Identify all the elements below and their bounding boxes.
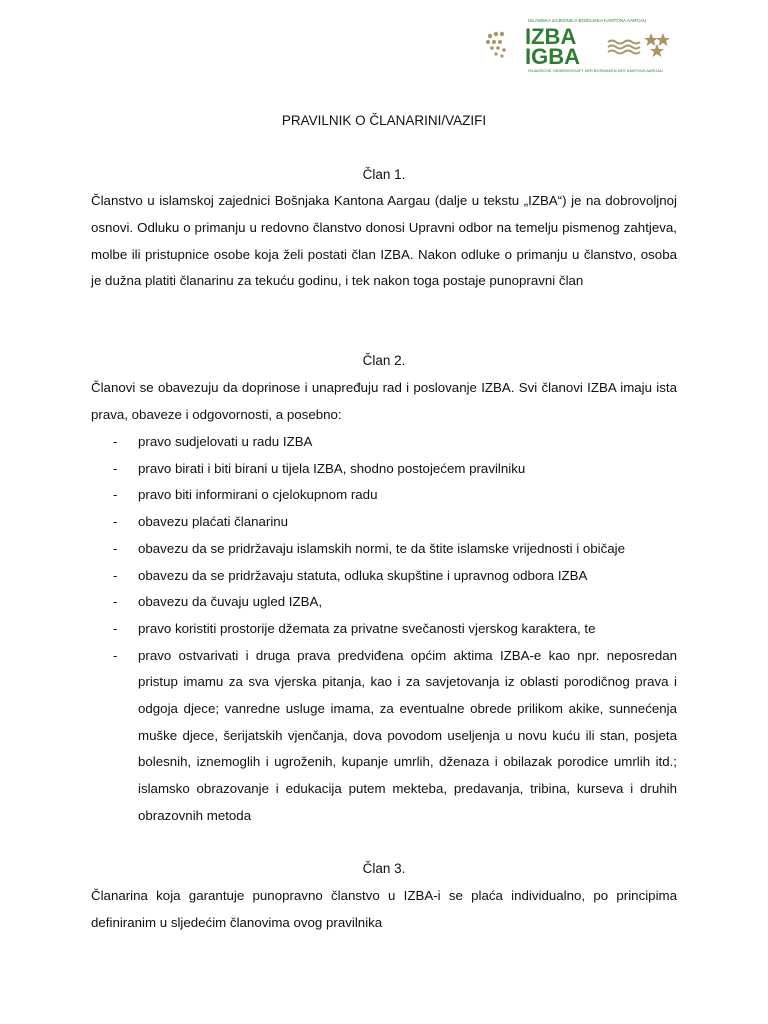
list-bullet: - bbox=[113, 620, 118, 636]
list-bullet: - bbox=[113, 594, 118, 610]
logo-line2: IGBA bbox=[525, 44, 580, 69]
document-title: PRAVILNIK O ČLANARINI/VAZIFI bbox=[281, 113, 487, 128]
list-item bbox=[91, 482, 677, 509]
article-3-paragraph: Članarina koja garantuje punopravno članstvo u IZBA-i se plaća individualno, po principima definiranim u sljedećim članovima ovog pravilnika bbox=[91, 888, 677, 930]
article-1-heading: Član 1. bbox=[362, 167, 406, 182]
list-item-text: obavezu da čuvaju ugled IZBA, bbox=[138, 594, 323, 610]
list-bullet: - bbox=[113, 487, 118, 503]
list-bullet: - bbox=[113, 434, 118, 449]
list-item bbox=[91, 429, 677, 456]
article-1-paragraph: Članstvo u islamskoj zajednici Bošnjaka Kantona Aargau (dalje u tekstu „IZBA“) je na dobrovoljnoj osnovi. Odluku o primanju u redovno članstvo donosi Upravni odbor na temelju pismenog zahtjeva, molbe ili pristupnice osobe koja želi postati član IZBA. Nakon odluke o primanju u članstvo, osoba je dužna platiti članarinu za tekuću godinu, i tek nakon toga postaje punopravni član bbox=[91, 193, 677, 289]
article-2-heading: Član 2. bbox=[362, 353, 406, 368]
list-item-text: pravo birati i biti birani u tijela IZBA, shodno postojećem pravilniku bbox=[138, 460, 526, 476]
article-3-heading: Član 3. bbox=[362, 861, 406, 876]
article-2-paragraph: Članovi se obavezuju da doprinose i unapređuju rad i poslovanje IZBA. Svi članovi IZBA imaju ista prava, obaveze i odgovornosti, a posebno: bbox=[91, 380, 677, 422]
list-item-text: obavezu plaćati članarinu bbox=[138, 514, 289, 530]
list-item bbox=[91, 536, 677, 563]
list-bullet: - bbox=[113, 567, 118, 583]
list-item-text: obavezu da se pridržavaju statuta, odluka skupštine i upravnog odbora IZBA bbox=[138, 567, 588, 583]
article-2-rights-list bbox=[91, 429, 677, 830]
list-bullet: - bbox=[113, 647, 118, 663]
list-item-text: obavezu da se pridržavaju islamskih normi, te da štite islamske vrijednosti i običaje bbox=[138, 540, 626, 556]
list-item-text: pravo ostvarivati i druga prava predviđena općim aktima IZBA-e kao npr. neposredan pristup imamu za sva vjerska pitanja, kao i za savjetovanja iz oblasti porodičnog prava i odgoja djece; vanredne usluge imama, za eventualne obrede prilikom akike, sunnećenja muške djece, šerijatskih vjenčanja, dova povodom useljenja u novu kuću ili stan, posjeta bolesnih, iznemoglih i ugroženih, kupanje umrlih, dženaza i obilazak porodice umrlih itd.; islamsko obrazovanje i edukacija putem mekteba, predavanja, tribina, kurseva i druhih obrazovnih metoda bbox=[138, 647, 677, 823]
list-item bbox=[91, 589, 677, 616]
stars-icon bbox=[644, 33, 670, 57]
list-item bbox=[91, 509, 677, 536]
list-item bbox=[91, 616, 677, 643]
logo-bottom-text: ISLAMISCHE GEMEINSCHAFT DER BOSNIAKEN DES KANTONS AARGAU bbox=[528, 68, 663, 73]
list-bullet: - bbox=[113, 514, 118, 530]
ornament-icon bbox=[486, 32, 506, 58]
list-item bbox=[91, 456, 677, 483]
izba-logo bbox=[452, 12, 674, 76]
list-bullet: - bbox=[113, 460, 118, 476]
list-item bbox=[91, 643, 677, 830]
list-item-text: pravo biti informirani o cjelokupnom radu bbox=[138, 487, 378, 503]
list-item-text: pravo koristiti prostorije džemata za privatne svečanosti vjerskog karaktera, te bbox=[138, 620, 596, 636]
list-bullet: - bbox=[113, 540, 118, 556]
list-item-text: pravo sudjelovati u radu IZBA bbox=[138, 434, 313, 449]
crescent-icon bbox=[468, 14, 498, 74]
logo-top-text: ISLAMSKA ZAJEDNICA BOŠNJAKA KANTONA AARGAU bbox=[528, 18, 647, 23]
logo-line1: IZBA bbox=[525, 24, 577, 49]
list-item bbox=[91, 563, 677, 590]
waves-icon bbox=[608, 41, 640, 54]
